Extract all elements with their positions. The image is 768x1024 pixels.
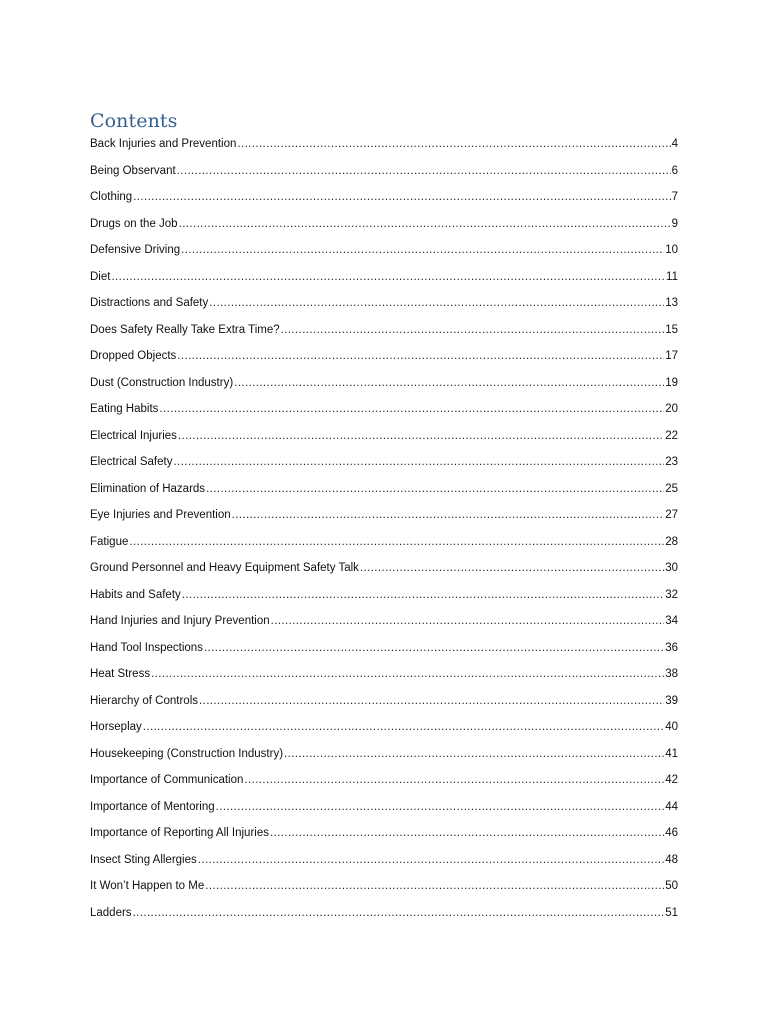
toc-entry[interactable] (90, 635, 678, 662)
toc-entry[interactable] (90, 767, 678, 794)
toc-page-number: 36 (665, 641, 678, 654)
toc-dot-leader (237, 131, 670, 158)
toc-dot-leader (205, 873, 664, 900)
toc-dot-leader (143, 714, 664, 741)
toc-page-number: 42 (665, 774, 678, 786)
toc-entry[interactable] (90, 582, 678, 609)
toc-page-number: 44 (665, 800, 678, 813)
toc-entry-title: Habits and Safety (90, 588, 181, 601)
toc-dot-leader (151, 661, 664, 688)
toc-dot-leader (182, 582, 664, 609)
toc-entry[interactable] (90, 661, 678, 688)
toc-dot-leader (159, 396, 664, 423)
toc-entry[interactable] (90, 184, 678, 211)
toc-dot-leader (111, 264, 665, 291)
toc-entry-title: Does Safety Really Take Extra Time? (90, 323, 280, 336)
toc-entry-title: Electrical Safety (90, 456, 173, 468)
toc-dot-leader (209, 290, 664, 317)
toc-entry[interactable] (90, 873, 678, 900)
toc-dot-leader (181, 237, 664, 264)
toc-page-number: 15 (665, 323, 678, 336)
toc-dot-leader (270, 820, 664, 847)
toc-dot-leader (177, 158, 671, 185)
toc-entry-title: Importance of Communication (90, 774, 244, 786)
toc-page-number: 27 (665, 509, 678, 521)
toc-page-number: 32 (665, 588, 678, 601)
toc-page-number: 38 (665, 668, 678, 680)
toc-page-number: 19 (665, 376, 678, 389)
toc-entry[interactable] (90, 476, 678, 503)
toc-entry[interactable] (90, 529, 678, 556)
toc-entry-title: Electrical Injuries (90, 429, 177, 442)
toc-entry[interactable] (90, 688, 678, 715)
toc-entry-title: Fatigue (90, 535, 129, 548)
toc-page-number: 13 (665, 297, 678, 309)
toc-page-number: 50 (665, 880, 678, 892)
toc-page-number: 39 (665, 694, 678, 707)
toc-dot-leader (360, 555, 664, 582)
toc-dot-leader (129, 529, 664, 556)
toc-page-number: 20 (665, 403, 678, 415)
toc-page-number: 22 (665, 429, 678, 442)
toc-entry[interactable] (90, 502, 678, 529)
toc-dot-leader (133, 184, 670, 211)
toc-entry[interactable] (90, 794, 678, 821)
toc-entry[interactable] (90, 370, 678, 397)
toc-entry-title: Eye Injuries and Prevention (90, 509, 231, 521)
toc-page-number: 48 (665, 853, 678, 866)
toc-dot-leader (206, 476, 664, 503)
toc-page-number: 40 (665, 721, 678, 733)
toc-entry[interactable] (90, 847, 678, 874)
toc-entry-title: Housekeeping (Construction Industry) (90, 747, 284, 760)
toc-page-number: 17 (665, 350, 678, 362)
toc-page-number: 46 (665, 827, 678, 839)
toc-entry-title: Ground Personnel and Heavy Equipment Safety Talk (90, 562, 359, 574)
toc-entry-title: Diet (90, 270, 111, 283)
toc-page-number: 41 (665, 747, 678, 760)
toc-entry-title: Drugs on the Job (90, 217, 178, 230)
toc-entry-title: Eating Habits (90, 403, 159, 415)
toc-dot-leader (281, 317, 665, 344)
toc-entry[interactable] (90, 290, 678, 317)
toc-page-number: 34 (665, 615, 678, 627)
toc-entry-title: Hand Injuries and Injury Prevention (90, 615, 270, 627)
toc-entry[interactable] (90, 423, 678, 450)
toc-entry-title: Hand Tool Inspections (90, 641, 203, 654)
toc-dot-leader (173, 449, 664, 476)
toc-entry-title: Distractions and Safety (90, 297, 209, 309)
toc-entry[interactable] (90, 449, 678, 476)
toc-entry-title: Importance of Reporting All Injuries (90, 827, 269, 839)
toc-entry-title: Heat Stress (90, 668, 151, 680)
toc-dot-leader (179, 211, 671, 238)
toc-entry-title: Back Injuries and Prevention (90, 138, 237, 150)
toc-dot-leader (178, 423, 664, 450)
toc-entry[interactable] (90, 608, 678, 635)
toc-entry[interactable] (90, 264, 678, 291)
toc-entry-title: Hierarchy of Controls (90, 694, 199, 707)
toc-entry-title: Ladders (90, 906, 132, 919)
toc-entry-title: Being Observant (90, 164, 176, 177)
toc-dot-leader (198, 847, 664, 874)
toc-page-number: 10 (665, 244, 678, 256)
toc-dot-leader (232, 502, 665, 529)
toc-list (90, 131, 678, 926)
toc-entry-title: Clothing (90, 191, 133, 203)
toc-entry-title: Dropped Objects (90, 350, 177, 362)
toc-entry-title: Insect Sting Allergies (90, 853, 197, 866)
toc-page-number: 51 (665, 906, 678, 919)
toc-dot-leader (271, 608, 665, 635)
toc-entry-title: Importance of Mentoring (90, 800, 215, 813)
toc-entry-title: Elimination of Hazards (90, 482, 206, 495)
toc-dot-leader (216, 794, 665, 821)
toc-dot-leader (177, 343, 664, 370)
toc-entry-title: Horseplay (90, 721, 142, 733)
toc-page-number: 9 (671, 217, 678, 230)
toc-entry-title: Dust (Construction Industry) (90, 376, 234, 389)
toc-page-number: 6 (671, 164, 678, 177)
toc-entry-title: It Won’t Happen to Me (90, 880, 205, 892)
toc-entry[interactable] (90, 317, 678, 344)
toc-entry[interactable] (90, 158, 678, 185)
toc-entry[interactable] (90, 211, 678, 238)
toc-entry[interactable] (90, 900, 678, 927)
toc-page-number: 23 (665, 456, 678, 468)
toc-page-number: 28 (665, 535, 678, 548)
toc-dot-leader (204, 635, 664, 662)
toc-page-number: 4 (671, 138, 678, 150)
toc-page-number: 30 (665, 562, 678, 574)
toc-entry[interactable] (90, 555, 678, 582)
toc-page-number: 7 (671, 191, 678, 203)
toc-page-number: 11 (666, 270, 678, 283)
toc-heading: Contents (90, 110, 178, 132)
toc-dot-leader (234, 370, 664, 397)
toc-entry[interactable] (90, 343, 678, 370)
toc-entry[interactable] (90, 741, 678, 768)
toc-entry[interactable] (90, 714, 678, 741)
toc-entry[interactable] (90, 396, 678, 423)
toc-dot-leader (244, 767, 664, 794)
toc-entry[interactable] (90, 237, 678, 264)
toc-entry[interactable] (90, 131, 678, 158)
toc-dot-leader (284, 741, 664, 768)
toc-page-number: 25 (665, 482, 678, 495)
toc-entry[interactable] (90, 820, 678, 847)
toc-dot-leader (199, 688, 664, 715)
toc-entry-title: Defensive Driving (90, 244, 181, 256)
toc-dot-leader (133, 900, 665, 927)
